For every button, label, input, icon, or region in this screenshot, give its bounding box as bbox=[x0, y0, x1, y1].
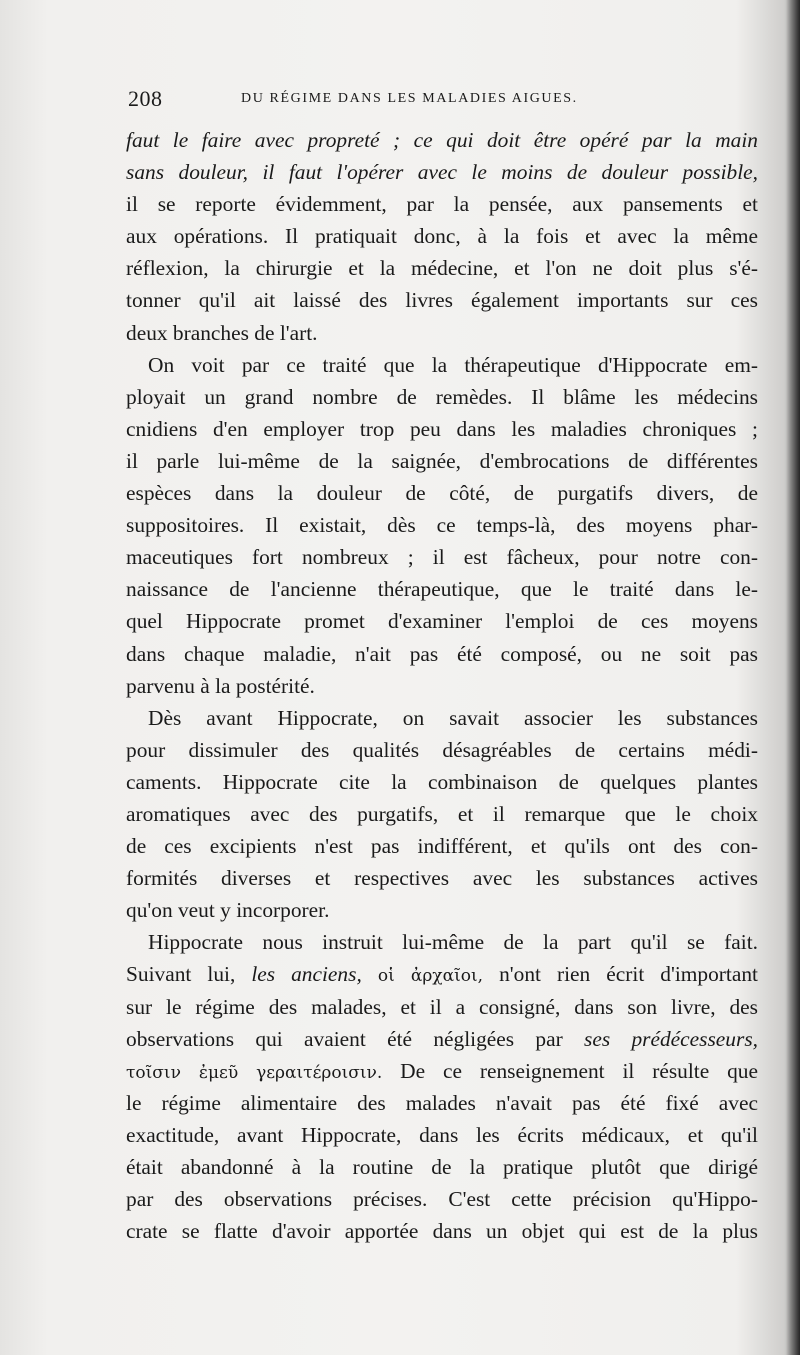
text-line bbox=[126, 894, 758, 926]
text-line bbox=[126, 670, 758, 702]
text-line bbox=[126, 124, 758, 156]
text-run: dans chaque maladie, n'ait pas été composé, ou ne soit pas bbox=[126, 641, 758, 666]
page-header bbox=[128, 86, 758, 116]
text-run: Dès avant Hippocrate, on savait associer les substances bbox=[148, 705, 758, 730]
text-run: parvenu à la postérité. bbox=[126, 673, 315, 698]
text-run: sur le régime des malades, et il a consigné, dans son livre, des bbox=[126, 994, 758, 1019]
text-run: le régime alimentaire des malades n'avait pas été fixé avec bbox=[126, 1090, 758, 1115]
text-run: formités diverses et respectives avec les substances actives bbox=[126, 866, 758, 891]
text-run: il se reporte évidemment, par la pensée, aux pansements et bbox=[126, 192, 758, 217]
text-run: suppositoires. Il existait, dès ce temps-là, des moyens phar- bbox=[126, 513, 758, 538]
text-run: crate se flatte d'avoir apportée dans un objet qui est de la plus bbox=[126, 1219, 758, 1244]
text-line bbox=[126, 284, 758, 316]
text-run: ployait un grand nombre de remèdes. Il blâme les médecins bbox=[126, 384, 758, 409]
text-line bbox=[126, 1183, 758, 1215]
italic-text: faut le faire avec propreté ; ce qui doit être opéré par la main bbox=[126, 128, 758, 152]
paragraph bbox=[126, 702, 758, 927]
text-line bbox=[126, 349, 758, 381]
text-line bbox=[126, 766, 758, 798]
text-line bbox=[126, 734, 758, 766]
text-line bbox=[126, 477, 758, 509]
text-line bbox=[126, 1023, 758, 1055]
text-line bbox=[126, 991, 758, 1023]
text-line bbox=[126, 926, 758, 958]
text-run: pour dissimuler des qualités désagréables de certains médi- bbox=[126, 737, 758, 762]
text-line bbox=[126, 702, 758, 734]
text-line bbox=[126, 862, 758, 894]
text-line bbox=[126, 1055, 758, 1087]
text-line bbox=[126, 958, 758, 990]
text-line bbox=[126, 220, 758, 252]
text-run: n'ont rien écrit d'important bbox=[483, 962, 758, 987]
text-run: cnidiens d'en employer trop peu dans les maladies chroniques ; bbox=[126, 416, 758, 441]
paragraph bbox=[126, 926, 758, 1247]
text-run: était abandonné à la routine de la pratique plutôt que dirigé bbox=[126, 1155, 758, 1179]
paragraph bbox=[126, 349, 758, 702]
text-run: On voit par ce traité que la thérapeutique d'Hippocrate em- bbox=[148, 352, 758, 377]
text-run: Suivant lui, bbox=[126, 962, 252, 987]
text-line bbox=[126, 798, 758, 830]
text-run: maceutiques fort nombreux ; il est fâcheux, pour notre con- bbox=[126, 545, 758, 570]
italic-text: sans douleur, il faut l'opérer avec le moins de douleur possible, bbox=[126, 160, 758, 185]
text-run: espèces dans la douleur de côté, de purgatifs divers, de bbox=[126, 481, 758, 506]
text-line bbox=[126, 573, 758, 605]
greek-text: τοῖσιν ἐμεῦ γεραιτέροισιν. bbox=[126, 1062, 383, 1083]
text-line bbox=[126, 1087, 758, 1119]
text-line bbox=[126, 445, 758, 477]
text-run: de ces excipients n'est pas indifférent, et qu'ils ont des con- bbox=[126, 834, 758, 859]
body-text bbox=[126, 124, 758, 1247]
text-line bbox=[126, 188, 758, 220]
text-line bbox=[126, 1151, 758, 1183]
italic-text: les anciens, bbox=[251, 962, 362, 987]
greek-text: οἱ ἀρχαῖοι, bbox=[361, 966, 484, 987]
text-line bbox=[126, 1119, 758, 1151]
italic-text: ses prédécesseurs, bbox=[584, 1026, 758, 1051]
running-head: DU RÉGIME DANS LES MALADIES AIGUES. bbox=[241, 91, 578, 106]
text-run: De ce renseignement il résulte que bbox=[382, 1058, 758, 1083]
text-run: tonner qu'il ait laissé des livres également importants sur ces bbox=[126, 288, 758, 313]
text-line bbox=[126, 413, 758, 445]
text-run: réflexion, la chirurgie et la médecine, et l'on ne doit plus s'é- bbox=[126, 256, 758, 281]
text-run: exactitude, avant Hippocrate, dans les écrits médicaux, et qu'il bbox=[126, 1122, 758, 1147]
text-run: il parle lui-même de la saignée, d'embrocations de différentes bbox=[126, 448, 758, 473]
text-run: quel Hippocrate promet d'examiner l'emploi de ces moyens bbox=[126, 609, 758, 634]
page-edge-shadow bbox=[786, 0, 800, 1355]
text-run: qu'on veut y incorporer. bbox=[126, 898, 330, 923]
text-run: deux branches de l'art. bbox=[126, 320, 318, 345]
text-run: Hippocrate nous instruit lui-même de la part qu'il se fait. bbox=[148, 930, 758, 955]
text-line bbox=[126, 381, 758, 413]
text-line bbox=[126, 156, 758, 188]
text-run: par des observations précises. C'est cette précision qu'Hippo- bbox=[126, 1187, 758, 1212]
text-run: aux opérations. Il pratiquait donc, à la fois et avec la même bbox=[126, 224, 758, 249]
text-line bbox=[126, 638, 758, 670]
text-line bbox=[126, 1215, 758, 1247]
text-line bbox=[126, 509, 758, 541]
page-number: 208 bbox=[128, 86, 163, 111]
text-line bbox=[126, 830, 758, 862]
text-line bbox=[126, 541, 758, 573]
paragraph bbox=[126, 124, 758, 349]
text-run: aromatiques avec des purgatifs, et il remarque que le choix bbox=[126, 801, 758, 826]
text-run: observations qui avaient été négligées par bbox=[126, 1026, 585, 1051]
text-line bbox=[126, 605, 758, 637]
text-run: naissance de l'ancienne thérapeutique, que le traité dans le- bbox=[126, 577, 758, 602]
text-run: caments. Hippocrate cite la combinaison de quelques plantes bbox=[126, 769, 758, 794]
text-line bbox=[126, 252, 758, 284]
text-line bbox=[126, 317, 758, 349]
